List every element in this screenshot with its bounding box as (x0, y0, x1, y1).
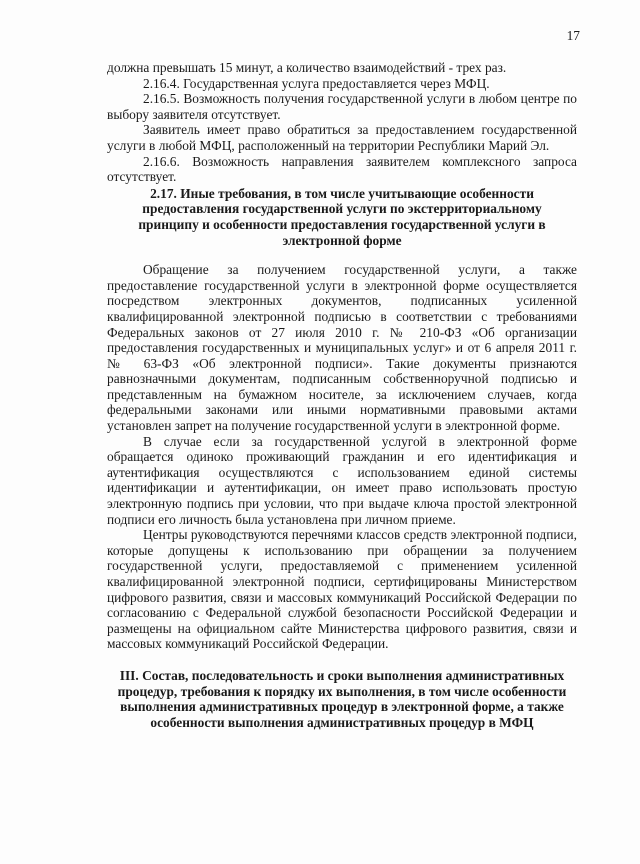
paragraph-applicant-right: Заявитель имеет право обратиться за предоставлением государственной услуги в любой МФЦ, расположенный на территории Республики Марий Эл. (107, 122, 577, 153)
section-heading-iii: III. Состав, последовательность и сроки выполнения административных процедур, требования к порядку их выполнения, в том числе особенности выполнения административных процедур в электронной форме, а также особенности выполнения административных процедур в МФЦ (117, 667, 567, 730)
paragraph-2-16-4: 2.16.4. Государственная услуга предоставляется через МФЦ. (143, 75, 490, 91)
paragraph-signature-classes: Центры руководствуются перечнями классов средств электронной подписи, которые допущены к использованию при обращении за получением государственной услуги, предоставляемой с применением усиленной квалифицированной электронной подписи, сертифицированы Министерством цифрового развития, связи и массовых коммуникаций Российской Федерации по согласованию с Федеральной службой безопасности Российской Федерации и размещены на официальном сайте Министерства цифрового развития, связи и массовых коммуникаций Российской Федерации. (107, 527, 577, 652)
paragraph-simple-signature: В случае если за государственной услугой в электронной форме обращается одиноко проживающий гражданин и его идентификация и аутентификация осуществляются с использованием единой системы идентификации и аутентификации, он имеет право использовать простую электронную подпись при условии, что при выдаче ключа простой электронной подписи его личность была установлена при личном приеме. (107, 433, 577, 527)
page-content (107, 60, 577, 730)
spacer (107, 248, 577, 262)
paragraph-2-16-5: 2.16.5. Возможность получения государственной услуги в любом центре по выбору заявителя отсутствует. (107, 91, 577, 122)
paragraph-continuation: должна превышать 15 минут, а количество взаимодействий - трех раз. (107, 60, 507, 75)
paragraph-electronic-request: Обращение за получением государственной услуги, а также предоставление государственной услуги в электронной форме осуществляется посредством электронных документов, подписанных усиленной квалифицированной электронной подписью в соответствии с требованиями Федеральных законов от 27 июля 2010 г. № 210-ФЗ «Об организации предоставления государственных и муниципальных услуг» и от 6 апреля 2011 г. № 63-ФЗ «Об электронной подписи». Такие документы признаются равнозначными документам, подписанным собственноручной подписью и представленным на бумажном носителе, за исключением случаев, когда федеральными законами или иными нормативными правовыми актами установлен запрет на получение государственной услуги в электронной форме. (107, 262, 577, 434)
paragraph-2-16-6: 2.16.6. Возможность направления заявителем комплексного запроса отсутствует. (107, 153, 577, 185)
heading-2-17: 2.17. Иные требования, в том числе учитывающие особенности предоставления государственной услуги по экстерриториальному принципу и особенности предоставления государственной услуги в электронной форме (138, 185, 546, 248)
page-number: 17 (566, 28, 580, 43)
